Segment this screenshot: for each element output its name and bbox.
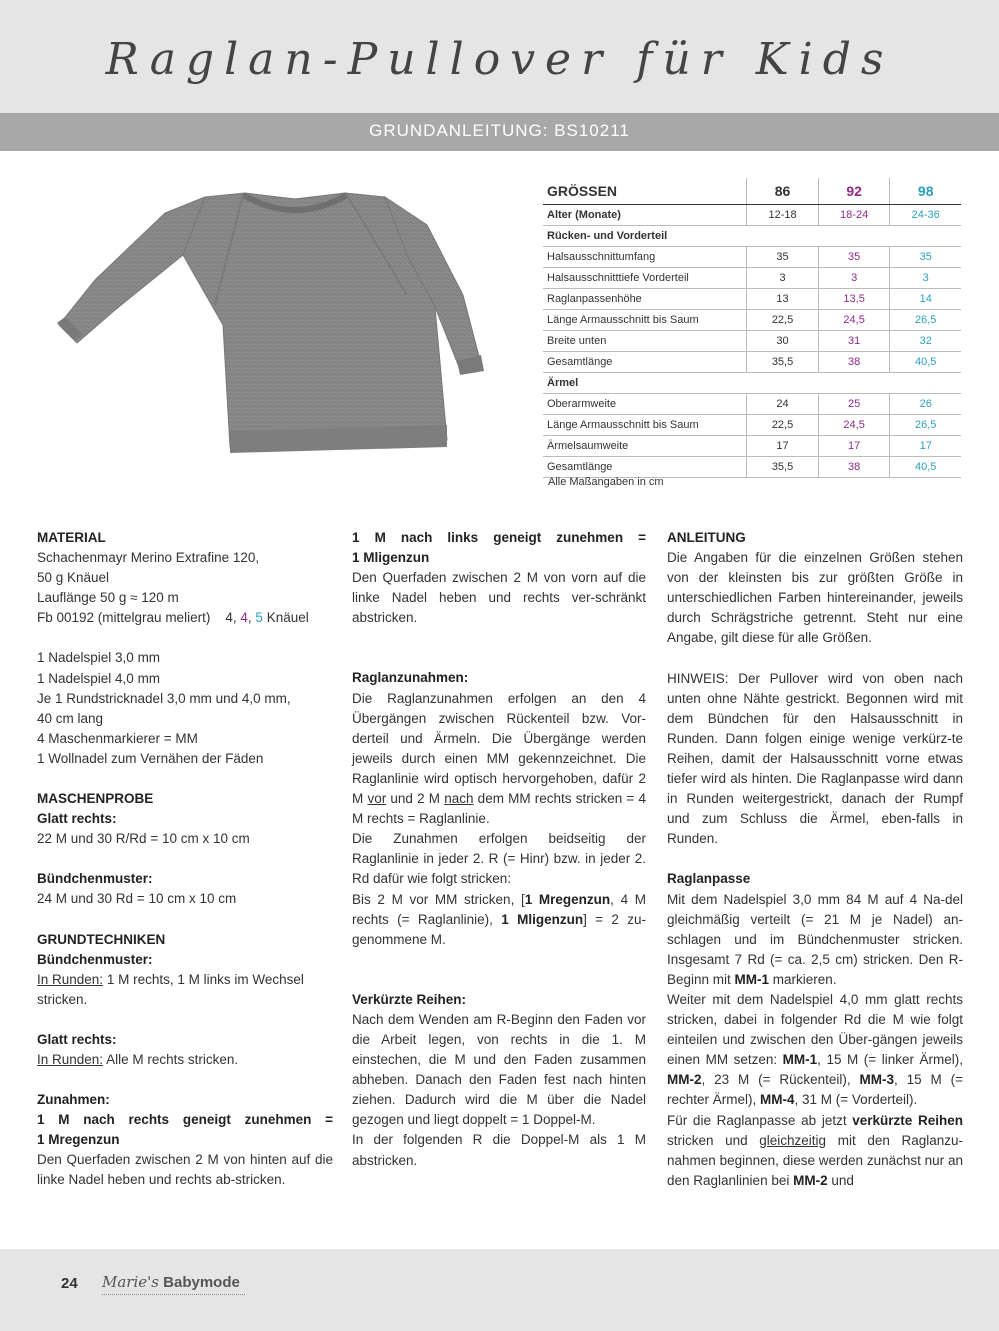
- row-label: Halsausschnittumfang: [543, 247, 747, 268]
- section-label: Rücken- und Vorderteil: [543, 226, 961, 247]
- material-heading: MATERIAL: [37, 530, 106, 545]
- instructions-heading: ANLEITUNG: [667, 530, 746, 545]
- tool-item: 4 Maschenmarkierer = MM: [37, 730, 198, 746]
- gauge-rib-heading: Bündchenmuster:: [37, 871, 153, 887]
- short-rows-heading: Verkürzte Reihen:: [352, 991, 467, 1007]
- yarn-weight: 50 g Knäuel: [37, 570, 110, 586]
- technique-stockinette-heading: Glatt rechts:: [37, 1031, 117, 1047]
- technique-rib-text: [37, 970, 333, 990]
- raglan-increases-heading: Raglanzunahmen:: [352, 670, 469, 686]
- size-86: 86: [747, 178, 819, 205]
- raglan-text: Die Raglanzunahmen erfolgen an den 4 Übergängen zwischen Rückenteil bzw. Vor-derteil und Ärmeln. Die Übergänge werden jeweils durch einen MM gekennzeichnet. Die Raglanlinie wird optisch hervorgehoben, dafür 2 M: [352, 690, 646, 807]
- marker-label: MM-4: [760, 1092, 795, 1108]
- cell-86: 24: [747, 394, 819, 415]
- yoke-text: Weiter mit dem Nadelspiel 4,0 mm glatt rechts stricken, dabei in folgender Rd die M wie folgt einteilen und zwischen den Über-gängen jeweils einen MM setzen:: [667, 991, 963, 1068]
- marker-label: MM-2: [667, 1072, 702, 1088]
- gauge-heading: MASCHENPROBE: [37, 791, 154, 807]
- raglan-text: dem MM rechts stricken = 4 M rechts = Raglanlinie.: [352, 791, 647, 827]
- size-92: 92: [818, 178, 890, 205]
- cell-92: 38: [818, 457, 890, 478]
- cell-98: 40,5: [890, 457, 961, 478]
- marker-label: MM-1: [782, 1052, 818, 1068]
- in-rounds-label: In Runden:: [37, 1051, 104, 1067]
- yoke-text: , 23 M (= Rückenteil),: [701, 1072, 860, 1088]
- increase-right-abbr: 1 Mregenzun: [37, 1132, 120, 1148]
- page-number: 24: [61, 1275, 78, 1292]
- table-row: [543, 394, 961, 415]
- brand-underline: [102, 1294, 245, 1295]
- column-techniques: [352, 528, 646, 1171]
- cell-92: 24,5: [818, 310, 890, 331]
- table-row: [543, 457, 961, 478]
- yarn-name: Schachenmayr Merino Extrafine 120: [37, 550, 256, 566]
- cell-92: 24,5: [818, 415, 890, 436]
- tool-item: Je 1 Rundstricknadel 3,0 mm und 4,0 mm,: [37, 690, 291, 706]
- table-row: [543, 415, 961, 436]
- marker-label: MM-3: [859, 1072, 894, 1088]
- cell-86: 22,5: [747, 415, 819, 436]
- note-text: HINWEIS: Der Pullover wird von oben nach unten ohne Nähte gestrickt. Begonnen wird mit dem Bündchen für den Halsausschnitt in Runden. Dann folgen einige wenige verkürz-te Reihen, damit der Halsausschnitt vorne etwas tiefer wird als hinten. Die Raglanpasse wird dann in Runden weitergestrickt, danach der Rumpf und zum Schluss die Ärmel, eben-falls in Runden.: [667, 670, 963, 847]
- section-label: Ärmel: [543, 373, 961, 394]
- row-label: Breite unten: [543, 331, 747, 352]
- yoke-text: , 31 M (= Vorderteil).: [794, 1092, 918, 1108]
- brand-babymode: Babymode: [163, 1274, 240, 1291]
- cell-86: 12-18: [747, 205, 819, 226]
- knitted-sweater-illustration: [55, 185, 485, 470]
- raglan-text: ] = 2 zu-genommene M.: [352, 911, 646, 947]
- yoke-text: Mit dem Nadelspiel 3,0 mm 84 M auf 4 Na-del gleichmäßig verteilt (= 21 M je Nadel) an-schlagen und im Bündchenmuster stricken. Insgesamt 7 Rd (= ca. 2,5 cm) stricken. Den R-Beginn mit: [667, 891, 963, 987]
- instructions-text: Die Angaben für die einzelnen Größen stehen von der kleinsten bis zur größten Größe in unterschiedlichen Farben hintereinander, jeweils durch Schrägstriche getrennt. Steht nur eine Angabe, gilt diese für alle Größen.: [667, 550, 963, 646]
- marker-label: MM-2: [793, 1172, 828, 1188]
- table-section: [543, 373, 961, 394]
- increase-left-abbr: 1 Mligenzun: [352, 550, 430, 566]
- size-header-label: GRÖSSEN: [543, 178, 747, 205]
- raglan-text: , 4 M rechts (= Raglanlinie),: [352, 891, 646, 927]
- raglan-text: und 2 M: [386, 791, 445, 807]
- cell-98: 17: [890, 436, 961, 457]
- row-label: Raglanpassenhöhe: [543, 289, 747, 310]
- increase-left-heading: 1 M nach links geneigt zunehmen =: [352, 530, 646, 545]
- cell-86: 17: [747, 436, 819, 457]
- cell-92: 35: [818, 247, 890, 268]
- yarn-color: Fb 00192 (mittelgrau meliert) 4, 4, 5 Knäuel: [37, 610, 309, 626]
- yarn-length: Lauflänge 50 g ≈ 120 m: [37, 590, 179, 606]
- column-instructions: [667, 528, 963, 1191]
- table-row: [543, 205, 961, 226]
- cell-92: 31: [818, 331, 890, 352]
- yarn-comma: ,: [255, 550, 260, 566]
- technique-rib-heading: Bündchenmuster:: [37, 951, 153, 967]
- table-row: [543, 436, 961, 457]
- cell-86: 30: [747, 331, 819, 352]
- cell-92: 38: [818, 352, 890, 373]
- cell-92: 17: [818, 436, 890, 457]
- raglan-yoke-text-2: [667, 990, 963, 1111]
- column-materials: [37, 528, 333, 1191]
- yoke-text: und: [827, 1172, 854, 1188]
- cell-86: 13: [747, 289, 819, 310]
- row-label: Oberarmweite: [543, 394, 747, 415]
- size-table: [543, 178, 961, 478]
- yoke-text: , 15 M (= rechter Ärmel),: [667, 1072, 963, 1108]
- marker-label: MM-1: [734, 971, 770, 987]
- yoke-text: mit den Raglanzu-nahmen beginnen, diese werden zunächst nur an den Raglanlinien bei: [667, 1132, 963, 1188]
- tool-item: 1 Wollnadel zum Vernähen der Fäden: [37, 750, 264, 766]
- page-subtitle: GRUNDANLEITUNG: BS10211: [369, 121, 630, 140]
- table-row: [543, 331, 961, 352]
- page-title: Raglan-Pullover für Kids: [105, 34, 894, 85]
- qty-unit: Knäuel: [266, 610, 309, 626]
- row-label: Halsausschnitttiefe Vorderteil: [543, 268, 747, 289]
- row-label: Alter (Monate): [543, 205, 747, 226]
- raglan-after: nach: [444, 791, 474, 807]
- increase-right-text: Den Querfaden zwischen 2 M von hinten auf die linke Nadel heben und rechts ab-stricken.: [37, 1152, 333, 1188]
- cell-98: 26,5: [890, 310, 961, 331]
- table-row: [543, 310, 961, 331]
- raglan-yoke-text-3: [667, 1111, 963, 1191]
- tool-item: 1 Nadelspiel 3,0 mm: [37, 650, 161, 666]
- in-rounds-label: In Runden:: [37, 971, 104, 987]
- brand-marie: Marie's: [102, 1273, 159, 1291]
- raglan-increases-text-3: [352, 890, 646, 950]
- technique-text: Alle M rechts stricken.: [103, 1051, 239, 1067]
- table-row: [543, 352, 961, 373]
- yoke-text: markieren.: [769, 971, 837, 987]
- raglan-increases-text-2: Die Zunahmen erfolgen beidseitig der Raglanlinie in jeder 2. R (= Hinr) bzw. in jeder 2. Rd dafür wie folgt stricken:: [352, 831, 646, 887]
- table-section: [543, 226, 961, 247]
- row-label: Ärmelsaumweite: [543, 436, 747, 457]
- cell-98: 26,5: [890, 415, 961, 436]
- qty-86: 4: [225, 610, 233, 626]
- cell-86: 35: [747, 247, 819, 268]
- yoke-text: , 15 M (= linker Ärmel),: [817, 1052, 963, 1068]
- increases-heading: Zunahmen:: [37, 1092, 110, 1108]
- table-row: [543, 247, 961, 268]
- technique-text: 1 M rechts, 1 M links im Wechsel: [103, 971, 304, 987]
- raglan-yoke-heading: Raglanpasse: [667, 871, 751, 887]
- raglan-yoke-text-1: [667, 890, 963, 990]
- cell-98: 24-36: [890, 205, 961, 226]
- cell-86: 35,5: [747, 352, 819, 373]
- short-rows-emphasis: verkürzte Reihen: [852, 1112, 963, 1128]
- simultaneously-emphasis: gleichzeitig: [759, 1132, 827, 1148]
- gauge-stockinette-value: 22 M und 30 R/Rd = 10 cm x 10 cm: [37, 831, 250, 847]
- brand-logo: [102, 1273, 240, 1291]
- raglan-abbr: 1 Mligenzun: [501, 911, 584, 927]
- yoke-text: Für die Raglanpasse ab jetzt: [667, 1112, 853, 1128]
- increase-right-heading: 1 M nach rechts geneigt zunehmen =: [37, 1112, 333, 1128]
- yarn-color-label: Fb 00192 (mittelgrau meliert): [37, 610, 211, 626]
- cell-98: 14: [890, 289, 961, 310]
- table-row: [543, 268, 961, 289]
- cell-86: 35,5: [747, 457, 819, 478]
- cell-92: 18-24: [818, 205, 890, 226]
- gauge-stockinette-heading: Glatt rechts:: [37, 811, 117, 827]
- yarn-line: [37, 548, 333, 568]
- tool-item: 1 Nadelspiel 4,0 mm: [37, 670, 161, 686]
- cell-98: 26: [890, 394, 961, 415]
- row-label: Länge Armausschnitt bis Saum: [543, 310, 747, 331]
- cell-86: 3: [747, 268, 819, 289]
- qty-98: 5: [255, 610, 263, 626]
- table-row: [543, 289, 961, 310]
- tool-item: 40 cm lang: [37, 710, 104, 726]
- size-table-header: [543, 178, 961, 205]
- raglan-text: Bis 2 M vor MM stricken, [: [352, 891, 525, 907]
- qty-92: 4: [240, 610, 248, 626]
- short-rows-text: Nach dem Wenden am R-Beginn den Faden vor die Arbeit legen, von rechts in die 1. M einstechen, die M und den Faden zusammen abheben. Danach den Faden fest nach hinten ziehen. Dadurch wird die M über die Nadel gezogen und liegt doppelt = 1 Doppel-M.: [352, 1011, 646, 1128]
- cell-86: 22,5: [747, 310, 819, 331]
- raglan-before: vor: [367, 791, 387, 807]
- cell-98: 40,5: [890, 352, 961, 373]
- techniques-heading: GRUNDTECHNIKEN: [37, 931, 166, 947]
- technique-stockinette-text: [37, 1050, 333, 1070]
- short-rows-text-2: In der folgenden R die Doppel-M als 1 M abstricken.: [352, 1132, 646, 1168]
- cell-98: 3: [890, 268, 961, 289]
- increase-left-text: Den Querfaden zwischen 2 M von vorn auf die linke Nadel heben und rechts ver-schränkt abstricken.: [352, 570, 646, 626]
- raglan-abbr: 1 Mregenzun: [524, 891, 611, 907]
- cell-92: 13,5: [818, 289, 890, 310]
- row-label: Länge Armausschnitt bis Saum: [543, 415, 747, 436]
- size-note: Alle Maßangaben in cm: [548, 476, 664, 488]
- cell-92: 25: [818, 394, 890, 415]
- size-98: 98: [890, 178, 961, 205]
- technique-text: stricken.: [37, 991, 88, 1007]
- cell-92: 3: [818, 268, 890, 289]
- cell-98: 32: [890, 331, 961, 352]
- cell-98: 35: [890, 247, 961, 268]
- raglan-increases-text: [352, 689, 646, 830]
- row-label: Gesamtlänge: [543, 352, 747, 373]
- yoke-text: stricken und: [667, 1132, 760, 1148]
- gauge-rib-value: 24 M und 30 Rd = 10 cm x 10 cm: [37, 891, 237, 907]
- row-label: Gesamtlänge: [543, 457, 747, 478]
